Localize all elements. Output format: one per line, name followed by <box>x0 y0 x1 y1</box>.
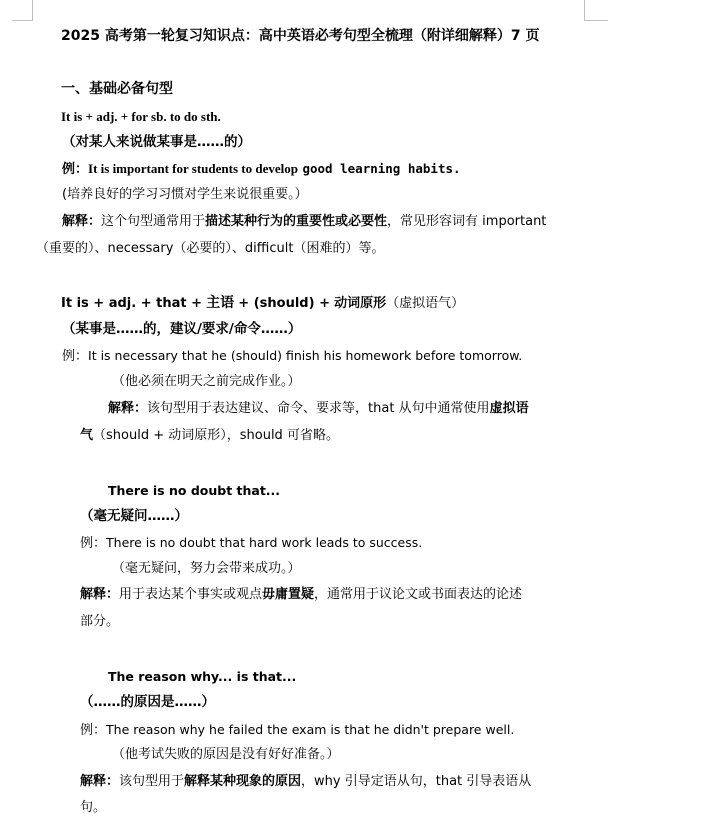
pattern2-formula-e: （虚拟语气） <box>386 296 465 311</box>
document-title: 2025 高考第一轮复习知识点：高中英语必考句型全梳理（附详细解释）7 页 <box>61 28 540 44</box>
pattern2-formula-a: It is + adj. + that + <box>61 296 203 311</box>
pattern2-formula-b: 主语 <box>206 295 235 311</box>
pattern2-example-label: 例： <box>62 349 89 364</box>
pattern2-explanation-line2 <box>80 428 339 444</box>
crop-mark-left-vertical <box>32 0 33 20</box>
pattern2-meaning: （某事是……的，建议/要求/命令……） <box>62 321 302 337</box>
pattern1-example-label: 例： <box>62 162 89 177</box>
pattern3-formula: There is no doubt that... <box>108 483 281 498</box>
pattern2-example-en: It is necessary that he (should) finish his homework before tomorrow. <box>88 348 523 363</box>
pattern3-example-label: 例： <box>80 536 107 551</box>
pattern4-example <box>80 722 514 739</box>
pattern3-explanation <box>80 587 522 603</box>
pattern2-explanation <box>108 401 529 417</box>
pattern4-explanation-line2: 句。 <box>80 800 107 815</box>
pattern3-example <box>80 535 422 552</box>
pattern2-example-translation: （他必须在明天之前完成作业。） <box>112 374 301 389</box>
section-heading: 一、基础必备句型 <box>61 81 173 97</box>
pattern2-explain-a: 该句型用于表达建议、命令、要求等，that 从句中通常使用 <box>147 401 490 416</box>
pattern4-formula: The reason why... is that... <box>108 669 297 684</box>
pattern1-meaning: （对某人来说做某事是……的） <box>62 134 251 150</box>
pattern1-example-en-a: It is important for students to develop <box>88 161 298 176</box>
pattern1-explanation-line2: （重要的）、necessary（必要的）、difficult（困难的）等。 <box>36 241 385 256</box>
pattern1-example <box>62 161 461 178</box>
pattern3-meaning: （毫无疑问……） <box>80 508 188 524</box>
pattern1-explain-b: ，常见形容词有 important <box>387 214 547 229</box>
pattern4-explain-bold: 解释某种现象的原因 <box>184 774 302 789</box>
pattern1-explain-label: 解释： <box>62 214 102 229</box>
pattern2-example <box>62 348 522 365</box>
crop-mark-right-vertical <box>584 0 585 20</box>
pattern4-explanation <box>80 774 531 790</box>
pattern1-example-en-b: good learning habits. <box>302 161 461 176</box>
pattern2-formula-c: + (should) + <box>238 296 330 311</box>
pattern3-explain-a: 用于表达某个事实或观点 <box>119 587 263 602</box>
pattern1-explain-a: 这个句型通常用于 <box>101 214 206 229</box>
pattern3-example-translation: （毫无疑问，努力会带来成功。） <box>112 561 301 576</box>
pattern1-formula: It is + adj. + for sb. to do sth. <box>61 109 221 124</box>
crop-mark-right-horizontal <box>584 20 608 21</box>
pattern1-explanation <box>62 214 546 230</box>
pattern3-explanation-line2: 部分。 <box>80 614 120 629</box>
pattern3-example-en: There is no doubt that hard work leads to success. <box>106 535 423 550</box>
pattern4-explain-label: 解释： <box>80 774 120 789</box>
pattern4-meaning: （……的原因是……） <box>80 694 215 710</box>
pattern2-explain-bold: 虚拟语 <box>489 401 529 416</box>
pattern3-explain-label: 解释： <box>80 587 120 602</box>
pattern4-explain-b: ，why 引导定语从句，that 引导表语从 <box>301 774 532 789</box>
pattern2-formula <box>61 295 464 312</box>
pattern4-example-en: The reason why he failed the exam is that he didn't prepare well. <box>106 722 515 737</box>
pattern2-formula-d: 动词原形 <box>334 296 387 311</box>
pattern1-example-translation: (培养良好的学习习惯对学生来说很重要。） <box>62 187 308 202</box>
pattern3-explain-b: ，通常用于议论文或书面表达的论述 <box>314 587 523 602</box>
pattern2-explain-line2-bold: 气 <box>80 428 94 443</box>
pattern4-example-translation: （他考试失败的原因是没有好好准备。） <box>112 747 340 762</box>
pattern4-example-label: 例： <box>80 723 107 738</box>
pattern4-explain-a: 该句型用于 <box>119 774 185 789</box>
pattern1-explain-bold: 描述某种行为的重要性或必要性 <box>205 214 388 229</box>
pattern2-explain-line2: （should + 动词原形），should 可省略。 <box>93 428 339 443</box>
pattern3-explain-bold: 毋庸置疑 <box>262 587 315 602</box>
pattern2-explain-label: 解释： <box>108 401 148 416</box>
crop-mark-left-horizontal <box>12 20 33 21</box>
